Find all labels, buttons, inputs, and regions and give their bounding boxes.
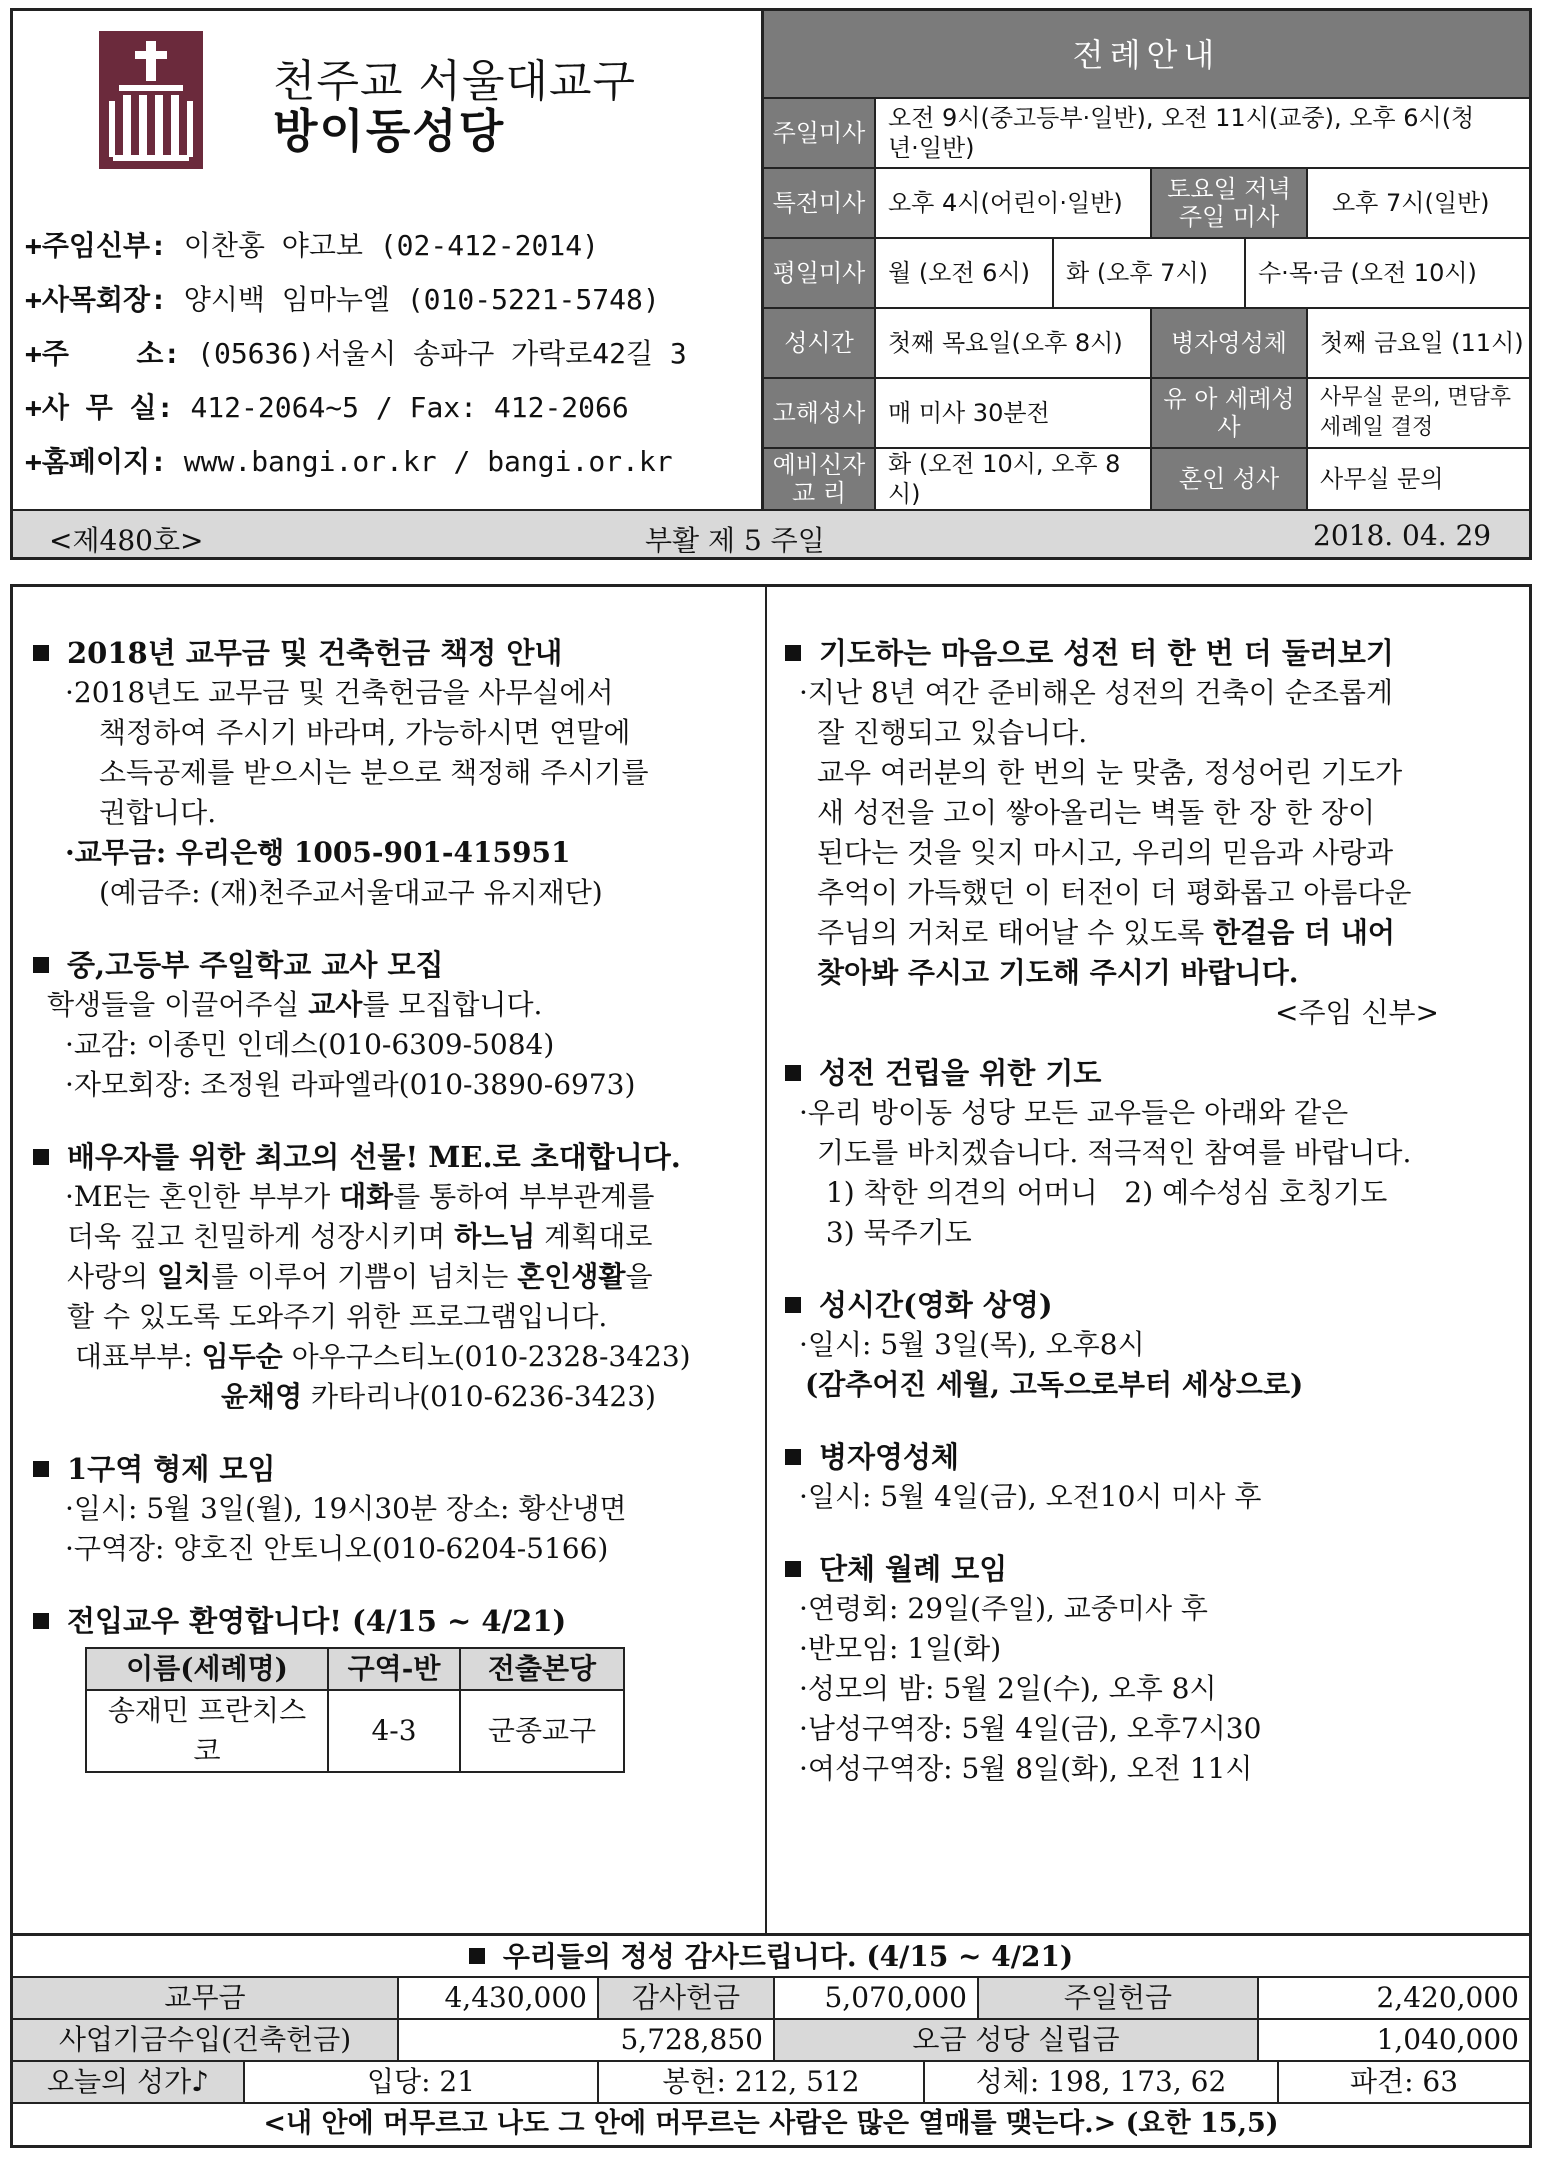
bulletin-body <box>10 584 1532 1936</box>
column-divider <box>765 587 767 1933</box>
square-bullet-icon <box>33 645 49 661</box>
liturgy-row-weekday: 평일미사 월 (오전 6시) 화 (오후 7시) 수·목·금 (오전 10시) <box>764 239 1532 309</box>
liturgy-row-vigil: 특전미사 오후 4시(어린이·일반) 토요일 저녁 주일 미사 오후 7시(일반) <box>764 169 1532 239</box>
notice-district-meeting: 1구역 형제 모임 ·일시: 5월 3일(월), 19시30분 장소: 황산냉면 ·구역장: 양호진 안토니오(010-6204-5166) <box>33 1449 753 1569</box>
left-column <box>33 633 753 1805</box>
square-bullet-icon <box>785 1065 801 1081</box>
contact-pastor: +주임신부: 이찬홍 야고보 (02-412-2014) <box>25 229 599 262</box>
square-bullet-icon <box>33 1149 49 1165</box>
liturgical-day: 부활 제 5 주일 <box>645 524 825 557</box>
liturgy-row-catechumen: 예비신자 교 리 화 (오전 10시, 오후 8시) 혼인 성사 사무실 문의 <box>764 449 1532 509</box>
hymn-row: 오늘의 성가♪ 입당: 21 봉헌: 212, 512 성체: 198, 173, 62 파견: 63 <box>13 2062 1529 2104</box>
square-bullet-icon <box>785 1561 801 1577</box>
contact-list <box>25 219 687 489</box>
parish-logo <box>99 31 203 169</box>
newcomers-table: 이름(세례명) 구역-반 전출본당 송재민 프란치스코 4-3 군종교구 <box>85 1647 625 1773</box>
scripture-verse: <내 안에 머무르고 나도 그 안에 머무르는 사람은 많은 열매를 맺는다.> (요한 15,5) <box>263 2108 1279 2139</box>
square-bullet-icon <box>33 1613 49 1629</box>
table-row: 송재민 프란치스코 4-3 군종교구 <box>86 1690 624 1772</box>
square-bullet-icon <box>469 1948 485 1964</box>
issue-bar <box>13 509 1529 557</box>
contact-council: +사목회장: 양시백 임마누엘 (010-5221-5748) <box>25 283 660 316</box>
notice-dues: 2018년 교무금 및 건축헌금 책정 안내 ·2018년도 교무금 및 건축헌금을 사무실에서 책정하여 주시기 바라며, 가능하시면 연말에 소득공제를 받으시는 분으로 책정해 주시기를 권합니다. ·교무금: 우리은행 1005-901-415951 (예금주: (재)천주교서울대교구 유지재단) <box>33 633 753 913</box>
notice-site-visit: 기도하는 마음으로 성전 터 한 번 더 둘러보기 ·지난 8년 여간 준비해온 성전의 건축이 순조롭게 잘 진행되고 있습니다. 교우 여러분의 한 번의 눈 맞춤, 정성어린 기도가 새 성전을 고이 쌓아올리는 벽돌 한 장 한 장이 된다는 것을 잊지 마시고, 우리의 믿음과 사랑과 추억이 가득했던 이 터전이 더 평화롭고 아름다운 주님의 거처로 태어날 수 있도록 한걸음 더 내어 찾아봐 주시고 기도해 주시기 바랍니다. <주임 신부> <box>785 633 1525 1033</box>
issue-number: <제480호> <box>49 524 204 557</box>
notice-holy-hour: 성시간(영화 상영) ·일시: 5월 3일(목), 오후8시 (감추어진 세월, 고독으로부터 세상으로) <box>785 1285 1525 1405</box>
square-bullet-icon <box>785 1297 801 1313</box>
liturgy-title: 전례안내 <box>764 11 1529 99</box>
square-bullet-icon <box>33 957 49 973</box>
right-column <box>785 633 1525 1821</box>
offering-title: 우리들의 정성 감사드립니다. (4/15 ~ 4/21) <box>502 1940 1074 1973</box>
offering-row-2: 사업기금수입(건축헌금) 5,728,850 오금 성당 실립금 1,040,000 <box>13 2020 1529 2062</box>
diocese-name: 천주교 서울대교구 <box>273 56 637 107</box>
notice-teachers: 중,고등부 주일학교 교사 모집 학생들을 이끌어주실 교사를 모집합니다. ·교감: 이종민 인데스(010-6309-5084) ·자모회장: 조정원 라파엘라(010-3890-6973) <box>33 945 753 1105</box>
contact-office: +사 무 실: 412-2064~5 / Fax: 412-2066 <box>25 391 629 424</box>
liturgy-row-holyhour: 성시간 첫째 목요일(오후 8시) 병자영성체 첫째 금요일 (11시) <box>764 309 1532 379</box>
notice-me: 배우자를 위한 최고의 선물! ME.로 초대합니다. ·ME는 혼인한 부부가 대화를 통하여 부부관계를 더욱 깊고 친밀하게 성장시키며 하느님 계획대로 사랑의 일치를 이루어 기쁨이 넘치는 혼인생활을 할 수 있도록 도와주기 위한 프로그램입니다. 대표부부: 임두순 아우구스티노(010-2328-3423) 윤채영 카타리나(010-6236-3423) <box>33 1137 753 1417</box>
signature: <주임 신부> <box>1275 996 1440 1029</box>
notice-group-meetings: 단체 월례 모임 ·연령회: 29일(주일), 교중미사 후 ·반모임: 1일(화) ·성모의 밤: 5월 2일(수), 오후 8시 ·남성구역장: 5월 4일(금), 오후7시30 ·여성구역장: 5월 8일(화), 오전 11시 <box>785 1549 1525 1789</box>
liturgy-row-confession: 고해성사 매 미사 30분전 유 아 세례성사 사무실 문의, 면담후 세례일 결정 <box>764 379 1532 449</box>
contact-address: +주 소: (05636)서울시 송파구 가락로42길 3 <box>25 337 687 370</box>
liturgy-table <box>761 11 1529 509</box>
contact-homepage: +홈페이지: www.bangi.or.kr / bangi.or.kr <box>25 445 673 478</box>
bank-account: ·교무금: 우리은행 1005-901-415951 <box>65 836 571 869</box>
notice-sick-communion: 병자영성체 ·일시: 5월 4일(금), 오전10시 미사 후 <box>785 1437 1525 1517</box>
liturgy-row-sunday: 주일미사 오전 9시(중고등부·일반), 오전 11시(교중), 오후 6시(청년·일반) <box>764 99 1532 169</box>
offering-row-1: 교무금 4,430,000 감사헌금 5,070,000 주일헌금 2,420,000 <box>13 1978 1529 2020</box>
offering-summary <box>10 1936 1532 2148</box>
square-bullet-icon <box>33 1461 49 1477</box>
bulletin-header <box>10 8 1532 560</box>
parish-name: 방이동성당 <box>273 104 506 158</box>
notice-prayer: 성전 건립을 위한 기도 ·우리 방이동 성당 모든 교우들은 아래와 같은 기도를 바치겠습니다. 적극적인 참여를 바랍니다. 1) 착한 의견의 어머니 2) 예수성심 호칭기도 3) 묵주기도 <box>785 1053 1525 1253</box>
church-icon <box>99 31 203 169</box>
issue-date: 2018. 04. 29 <box>1313 519 1492 552</box>
notice-newcomers: 전입교우 환영합니다! (4/15 ~ 4/21) 이름(세례명) 구역-반 전출본당 송재민 프란치스코 4-3 군종교구 <box>33 1601 753 1773</box>
square-bullet-icon <box>785 1449 801 1465</box>
square-bullet-icon <box>785 645 801 661</box>
